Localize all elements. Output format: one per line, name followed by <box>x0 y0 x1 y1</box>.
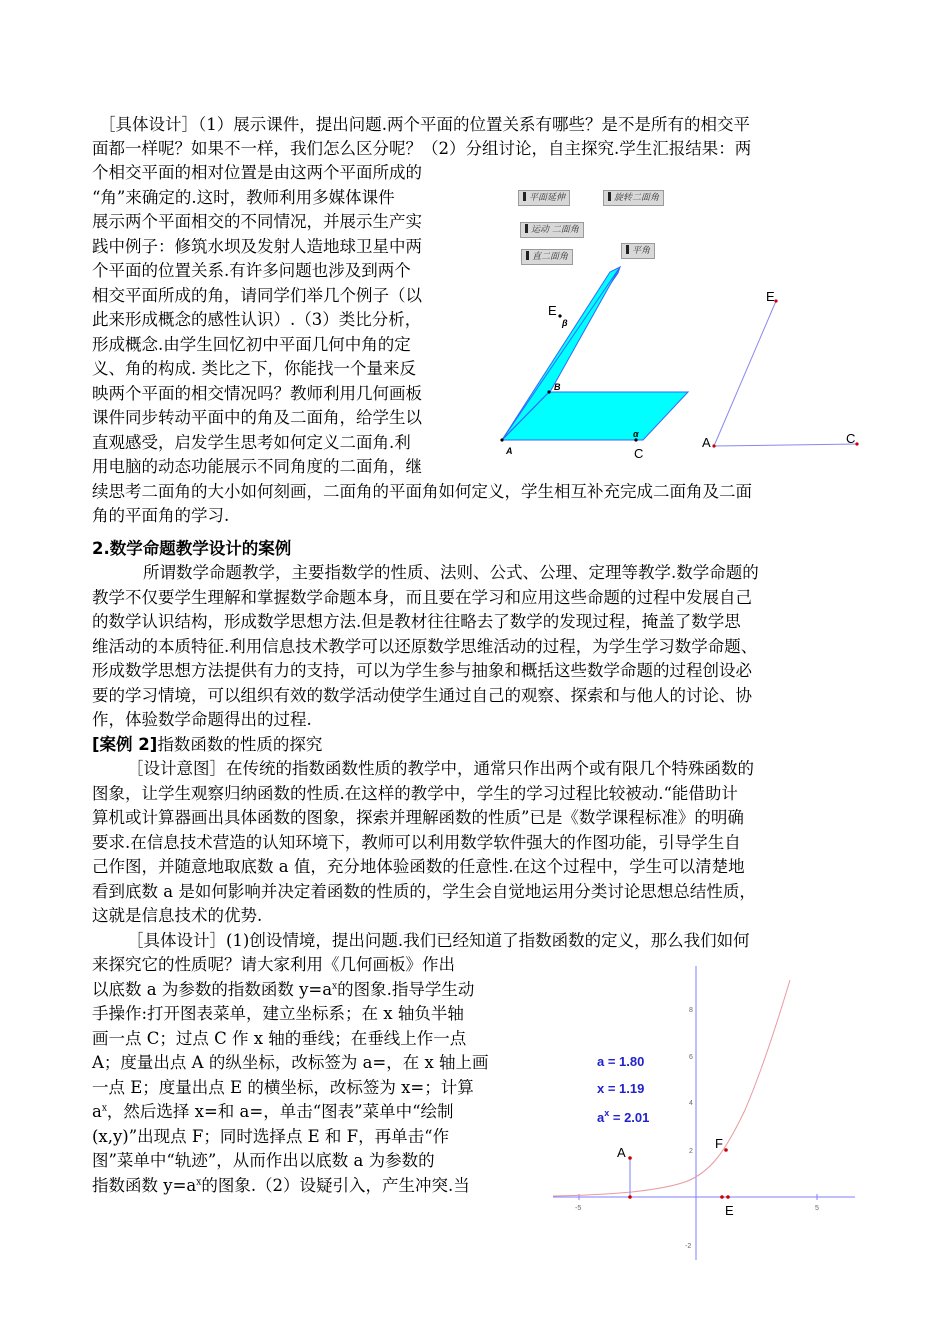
exponential-graph <box>545 960 860 1265</box>
readout-ax: $a^x = 2.01$ <box>597 1108 650 1125</box>
text-line: 一点 E；度量出点 E 的横坐标，改标签为 x=；计算 <box>92 1078 474 1097</box>
text-line: 手操作:打开图表菜单，建立坐标系；在 x 轴负半轴 <box>92 1004 464 1023</box>
text-line: 画一点 C；过点 C 作 x 轴的垂线；在垂线上作一点 <box>92 1029 467 1048</box>
text-line: 来探究它的性质呢？请大家利用《几何画板》作出 <box>92 955 455 974</box>
label-e: E <box>725 1203 734 1218</box>
point-a <box>628 1156 632 1160</box>
text-line: 面都一样呢？如果不一样，我们怎么区分呢？（2）分组讨论，自主探究.学生汇报结果：两 <box>92 139 752 158</box>
point-a1 <box>500 438 503 441</box>
text-line: ［设计意图］在传统的指数函数性质的教学中，通常只作出两个或有限几个特殊函数的 <box>127 759 754 778</box>
text-line: 这就是信息技术的优势. <box>92 906 263 925</box>
y-tick-label: 2 <box>689 1148 693 1155</box>
label-e1: E <box>548 303 557 318</box>
exponential-curve <box>553 980 790 1196</box>
plane-extend-button[interactable]: 平面延伸 <box>518 190 570 206</box>
exponential-figure <box>545 960 860 1265</box>
x-tick-label: 5 <box>815 1205 819 1212</box>
point-c2 <box>855 442 858 445</box>
text-line: $a^x$，然后选择 x=和 a=，单击“图表”菜单中“绘制 <box>92 1102 454 1121</box>
label-a1: A <box>506 446 513 456</box>
text-line: 展示两个平面相交的不同情况，并展示生产实 <box>92 212 422 231</box>
text-line: 要的学习情境，可以组织有效的数学活动使学生通过自己的观察、探索和与他人的讨论、协 <box>92 686 752 705</box>
label-b: B <box>554 382 561 392</box>
point-c <box>628 1195 632 1199</box>
text-line: ［具体设计］(1)创设情境，提出问题.我们已经知道了指数函数的定义，那么我们如何 <box>127 931 750 950</box>
text-line: 图象，让学生观察归纳函数的性质.在这样的教学中，学生的学习过程比较被动.“能借助计 <box>92 784 738 803</box>
text-line: 课件同步转动平面中的角及二面角，给学生以 <box>92 408 422 427</box>
text-line: A；度量出点 A 的纵坐标，改标签为 a=，在 x 轴上画 <box>92 1053 489 1072</box>
text-line: 作，体验数学命题得出的过程. <box>92 710 312 729</box>
point-a2 <box>712 444 715 447</box>
text-line: ［具体设计］（1）展示课件，提出问题.两个平面的位置关系有哪些？是不是所有的相交平 <box>99 115 750 134</box>
case-title: 指数函数的性质的探究 <box>157 735 323 754</box>
point-e2 <box>774 299 777 302</box>
text-line: 的数学认识结构，形成数学思想方法.但是教材往往略去了数学的发现过程，掩盖了数学思 <box>92 612 741 631</box>
right-dihedral-button[interactable]: 直二面角 <box>521 249 573 265</box>
label-f: F <box>715 1136 723 1151</box>
point-e <box>720 1195 724 1199</box>
readout-x: x = 1.19 <box>597 1081 645 1096</box>
straight-angle-button[interactable]: 平角 <box>621 243 655 259</box>
angle-side-ac <box>714 444 857 446</box>
label-a2: A <box>702 435 711 450</box>
point-b <box>547 390 550 393</box>
text-line: 个相交平面的相对位置是由这两个平面所成的 <box>92 163 422 182</box>
case-label: [案例 2] <box>92 735 158 754</box>
text-line: 续思考二面角的大小如何刻画，二面角的平面角如何定义，学生相互补充完成二面角及二面 <box>92 482 752 501</box>
text-line: “角”来确定的.这时，教师利用多媒体课件 <box>92 188 395 207</box>
dihedral-figure <box>490 180 870 465</box>
label-c1: C <box>634 446 644 461</box>
text-line: 直观感受，启发学生思考如何定义二面角.利 <box>92 433 411 452</box>
text-line: 义、角的构成. 类比之下，你能找一个量来反 <box>92 359 416 378</box>
text-line: 映两个平面的相交情况吗？教师利用几何画板 <box>92 384 422 403</box>
y-tick-label: 8 <box>689 1007 693 1014</box>
text-line: 指数函数 $y=a^x$的图象.（2）设疑引入，产生冲突.当 <box>92 1176 470 1195</box>
angle-side-ae <box>714 301 776 446</box>
text-line: 角的平面角的学习. <box>92 506 230 525</box>
point-f <box>724 1148 728 1152</box>
text-line: 用电脑的动态功能展示不同角度的二面角，继 <box>92 457 422 476</box>
y-tick-label: -2 <box>685 1243 692 1250</box>
x-tick-label: -5 <box>575 1205 582 1212</box>
text-line: 算机或计算器画出具体函数的图象，探索并理解函数的性质”已是《数学课程标准》的明确 <box>92 808 744 827</box>
rotate-dihedral-button[interactable]: 旋转二面角 <box>603 190 664 206</box>
text-line: 个平面的位置关系.有许多问题也涉及到两个 <box>92 261 411 280</box>
label-beta: β <box>562 318 568 328</box>
text-line: 维活动的本质特征.利用信息技术教学可以还原数学思维活动的过程，为学生学习数学命题、 <box>92 637 758 656</box>
y-tick-label: 4 <box>689 1100 693 1107</box>
text-line: 以底数 a 为参数的指数函数 $y=a^x$的图象.指导学生动 <box>92 980 475 999</box>
text-line: (x,y)”出现点 F；同时选择点 E 和 F，再单击“作 <box>92 1127 450 1146</box>
label-alpha: α <box>633 429 639 439</box>
label-a: A <box>617 1145 626 1160</box>
text-line: 形成数学思想方法提供有力的支持，可以为学生参与抽象和概括这些数学命题的过程创设必 <box>92 661 752 680</box>
label-c2: C <box>846 431 856 446</box>
text-line: 相交平面所成的角，请同学们举几个例子（以 <box>92 286 422 305</box>
label-e2: E <box>766 289 775 304</box>
text-line: 要求.在信息技术营造的认知环境下，教师可以利用数学软件强大的作图功能，引导学生自 <box>92 833 741 852</box>
dihedral-drawing <box>490 180 870 465</box>
move-dihedral-button[interactable]: 运动 二面角 <box>520 222 584 238</box>
text-line: 所谓数学命题教学，主要指数学的性质、法则、公式、公理、定理等教学.数学命题的 <box>143 563 759 582</box>
case-heading <box>92 735 322 755</box>
text-line: 图”菜单中“轨迹”，从而作出以底数 a 为参数的 <box>92 1151 435 1170</box>
text-line: 教学不仅要学生理解和掌握数学命题本身，而且要在学习和应用这些命题的过程中发展自己 <box>92 588 752 607</box>
point-x <box>726 1195 730 1199</box>
text-line: 看到底数 a 是如何影响并决定着函数的性质的，学生会自觉地运用分类讨论思想总结性质， <box>92 882 756 901</box>
y-tick-label: 6 <box>689 1054 693 1061</box>
text-line: 形成概念.由学生回忆初中平面几何中角的定 <box>92 335 411 354</box>
section-heading: 2.数学命题教学设计的案例 <box>92 539 292 558</box>
text-line: 践中例子：修筑水坝及发射人造地球卫星中两 <box>92 237 422 256</box>
text-line: 此来形成概念的感性认识）.（3）类比分析， <box>92 310 422 329</box>
text-line: 己作图，并随意地取底数 a 值，充分地体验函数的任意性.在这个过程中，学生可以清楚地 <box>92 857 745 876</box>
readout-a: a = 1.80 <box>597 1054 645 1069</box>
